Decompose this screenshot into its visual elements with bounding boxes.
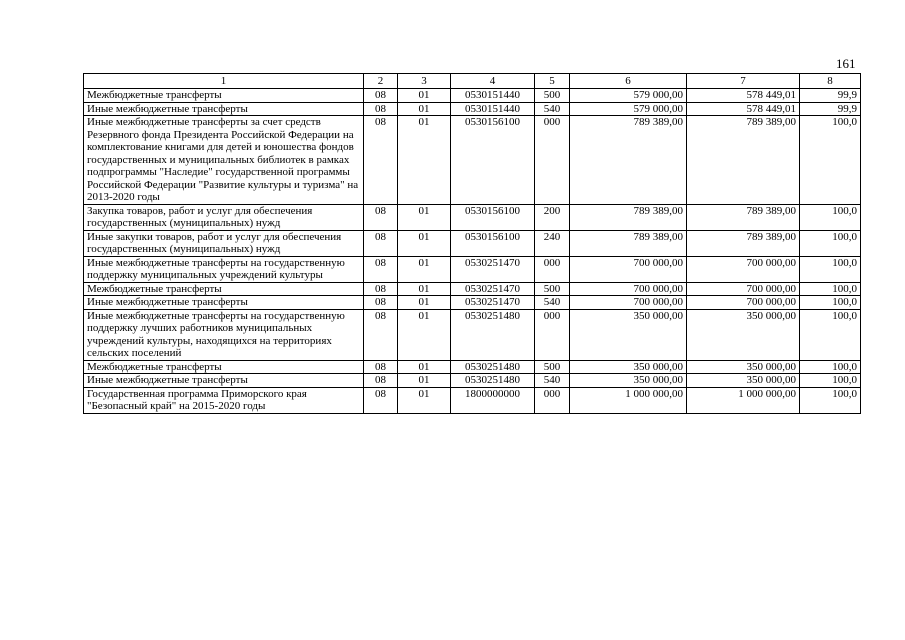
- plan-amount-cell: 350 000,00: [570, 309, 687, 360]
- section-code-cell: 08: [364, 116, 398, 205]
- expense-type-cell: 500: [535, 282, 570, 296]
- subsection-code-cell: 01: [398, 89, 451, 103]
- percent-cell: 100,0: [800, 360, 861, 374]
- section-code-cell: 08: [364, 230, 398, 256]
- subsection-code-cell: 01: [398, 309, 451, 360]
- section-code-cell: 08: [364, 296, 398, 310]
- table-row: [84, 89, 861, 103]
- row-name-cell: Иные межбюджетные трансферты: [84, 296, 364, 310]
- percent-cell: 100,0: [800, 256, 861, 282]
- expense-type-cell: 540: [535, 374, 570, 388]
- actual-amount-cell: 350 000,00: [687, 374, 800, 388]
- row-name-cell: Иные межбюджетные трансферты: [84, 102, 364, 116]
- actual-amount-cell: 578 449,01: [687, 102, 800, 116]
- table-row: [84, 230, 861, 256]
- percent-cell: 100,0: [800, 230, 861, 256]
- subsection-code-cell: 01: [398, 102, 451, 116]
- plan-amount-cell: 700 000,00: [570, 282, 687, 296]
- actual-amount-cell: 350 000,00: [687, 360, 800, 374]
- header-cell: 5: [535, 74, 570, 89]
- subsection-code-cell: 01: [398, 360, 451, 374]
- plan-amount-cell: 789 389,00: [570, 204, 687, 230]
- header-cell: 3: [398, 74, 451, 89]
- row-name-cell: Закупка товаров, работ и услуг для обеспечения государственных (муниципальных) нужд: [84, 204, 364, 230]
- row-name-cell: Межбюджетные трансферты: [84, 360, 364, 374]
- plan-amount-cell: 350 000,00: [570, 360, 687, 374]
- target-article-cell: 0530151440: [451, 102, 535, 116]
- target-article-cell: 0530156100: [451, 230, 535, 256]
- target-article-cell: 0530251470: [451, 256, 535, 282]
- target-article-cell: 0530251480: [451, 309, 535, 360]
- row-name-cell: Иные закупки товаров, работ и услуг для обеспечения государственных (муниципальных) нужд: [84, 230, 364, 256]
- section-code-cell: 08: [364, 387, 398, 413]
- expense-type-cell: 000: [535, 387, 570, 413]
- subsection-code-cell: 01: [398, 374, 451, 388]
- target-article-cell: 0530251480: [451, 374, 535, 388]
- table-row: [84, 282, 861, 296]
- header-cell: 4: [451, 74, 535, 89]
- percent-cell: 100,0: [800, 387, 861, 413]
- subsection-code-cell: 01: [398, 282, 451, 296]
- expense-type-cell: 500: [535, 360, 570, 374]
- section-code-cell: 08: [364, 256, 398, 282]
- budget-table: [83, 73, 861, 414]
- table-row: [84, 204, 861, 230]
- percent-cell: 100,0: [800, 116, 861, 205]
- plan-amount-cell: 579 000,00: [570, 102, 687, 116]
- expense-type-cell: 240: [535, 230, 570, 256]
- table-row: [84, 360, 861, 374]
- subsection-code-cell: 01: [398, 116, 451, 205]
- header-cell: 6: [570, 74, 687, 89]
- page-number: 161: [836, 56, 856, 71]
- row-name-cell: Иные межбюджетные трансферты за счет средств Резервного фонда Президента Российской Федерации на комплектование книгами для детей и юношества фондов государственных и муниципальных библиотек в рамках подпрограммы "Наследие" государственной программы Российской Федерации "Развитие культуры и туризма" на 2013-2020 годы: [84, 116, 364, 205]
- section-code-cell: 08: [364, 102, 398, 116]
- row-name-cell: Иные межбюджетные трансферты на государственную поддержку муниципальных учреждений культуры: [84, 256, 364, 282]
- percent-cell: 99,9: [800, 102, 861, 116]
- actual-amount-cell: 789 389,00: [687, 204, 800, 230]
- subsection-code-cell: 01: [398, 256, 451, 282]
- table-row: [84, 374, 861, 388]
- section-code-cell: 08: [364, 309, 398, 360]
- header-row: [84, 74, 861, 89]
- row-name-cell: Государственная программа Приморского края "Безопасный край" на 2015-2020 годы: [84, 387, 364, 413]
- table-row: [84, 296, 861, 310]
- target-article-cell: 1800000000: [451, 387, 535, 413]
- actual-amount-cell: 350 000,00: [687, 309, 800, 360]
- plan-amount-cell: 700 000,00: [570, 256, 687, 282]
- table-row: [84, 309, 861, 360]
- target-article-cell: 0530151440: [451, 89, 535, 103]
- subsection-code-cell: 01: [398, 296, 451, 310]
- table-row: [84, 387, 861, 413]
- row-name-cell: Межбюджетные трансферты: [84, 282, 364, 296]
- subsection-code-cell: 01: [398, 387, 451, 413]
- header-cell: 1: [84, 74, 364, 89]
- actual-amount-cell: 578 449,01: [687, 89, 800, 103]
- plan-amount-cell: 700 000,00: [570, 296, 687, 310]
- expense-type-cell: 500: [535, 89, 570, 103]
- actual-amount-cell: 789 389,00: [687, 230, 800, 256]
- target-article-cell: 0530156100: [451, 116, 535, 205]
- table-row: [84, 256, 861, 282]
- expense-type-cell: 540: [535, 102, 570, 116]
- percent-cell: 100,0: [800, 204, 861, 230]
- percent-cell: 100,0: [800, 374, 861, 388]
- section-code-cell: 08: [364, 89, 398, 103]
- expense-type-cell: 000: [535, 116, 570, 205]
- actual-amount-cell: 700 000,00: [687, 296, 800, 310]
- expense-type-cell: 200: [535, 204, 570, 230]
- table-row: [84, 116, 861, 205]
- expense-type-cell: 000: [535, 256, 570, 282]
- percent-cell: 100,0: [800, 296, 861, 310]
- section-code-cell: 08: [364, 282, 398, 296]
- header-cell: 8: [800, 74, 861, 89]
- section-code-cell: 08: [364, 360, 398, 374]
- row-name-cell: Иные межбюджетные трансферты на государственную поддержку лучших работников муниципальных учреждений культуры, находящихся на территориях сельских поселений: [84, 309, 364, 360]
- actual-amount-cell: 700 000,00: [687, 256, 800, 282]
- plan-amount-cell: 789 389,00: [570, 230, 687, 256]
- actual-amount-cell: 789 389,00: [687, 116, 800, 205]
- actual-amount-cell: 700 000,00: [687, 282, 800, 296]
- percent-cell: 100,0: [800, 309, 861, 360]
- percent-cell: 100,0: [800, 282, 861, 296]
- target-article-cell: 0530251470: [451, 296, 535, 310]
- plan-amount-cell: 1 000 000,00: [570, 387, 687, 413]
- target-article-cell: 0530156100: [451, 204, 535, 230]
- expense-type-cell: 540: [535, 296, 570, 310]
- row-name-cell: Межбюджетные трансферты: [84, 89, 364, 103]
- plan-amount-cell: 789 389,00: [570, 116, 687, 205]
- actual-amount-cell: 1 000 000,00: [687, 387, 800, 413]
- subsection-code-cell: 01: [398, 204, 451, 230]
- target-article-cell: 0530251480: [451, 360, 535, 374]
- row-name-cell: Иные межбюджетные трансферты: [84, 374, 364, 388]
- target-article-cell: 0530251470: [451, 282, 535, 296]
- subsection-code-cell: 01: [398, 230, 451, 256]
- expense-type-cell: 000: [535, 309, 570, 360]
- section-code-cell: 08: [364, 204, 398, 230]
- plan-amount-cell: 350 000,00: [570, 374, 687, 388]
- header-cell: 2: [364, 74, 398, 89]
- plan-amount-cell: 579 000,00: [570, 89, 687, 103]
- section-code-cell: 08: [364, 374, 398, 388]
- percent-cell: 99,9: [800, 89, 861, 103]
- header-cell: 7: [687, 74, 800, 89]
- table-row: [84, 102, 861, 116]
